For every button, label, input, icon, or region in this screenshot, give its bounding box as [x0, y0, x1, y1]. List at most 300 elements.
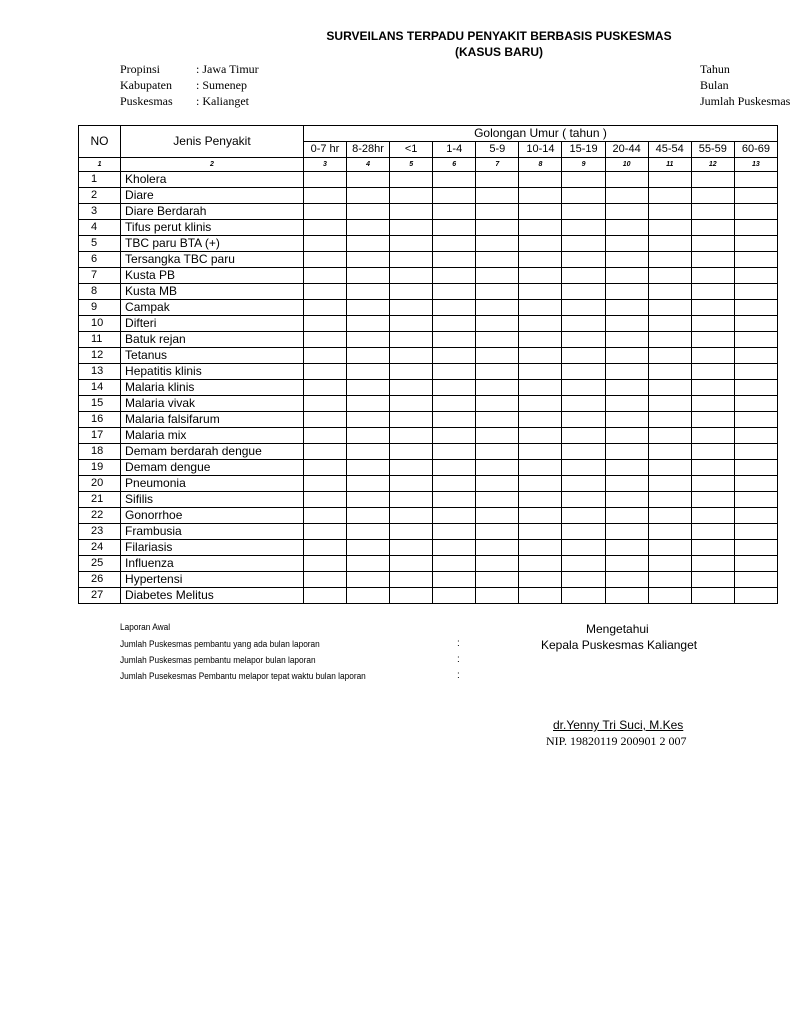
case-count-cell[interactable] — [734, 236, 777, 252]
case-count-cell[interactable] — [648, 396, 691, 412]
case-count-cell[interactable] — [476, 188, 519, 204]
case-count-cell[interactable] — [347, 540, 390, 556]
case-count-cell[interactable] — [433, 300, 476, 316]
case-count-cell[interactable] — [303, 380, 346, 396]
case-count-cell[interactable] — [519, 588, 562, 604]
case-count-cell[interactable] — [347, 508, 390, 524]
case-count-cell[interactable] — [347, 412, 390, 428]
case-count-cell[interactable] — [303, 476, 346, 492]
case-count-cell[interactable] — [433, 380, 476, 396]
case-count-cell[interactable] — [519, 316, 562, 332]
case-count-cell[interactable] — [691, 316, 734, 332]
case-count-cell[interactable] — [433, 316, 476, 332]
case-count-cell[interactable] — [691, 524, 734, 540]
case-count-cell[interactable] — [519, 524, 562, 540]
case-count-cell[interactable] — [691, 428, 734, 444]
case-count-cell[interactable] — [734, 252, 777, 268]
case-count-cell[interactable] — [734, 268, 777, 284]
case-count-cell[interactable] — [562, 348, 605, 364]
case-count-cell[interactable] — [390, 428, 433, 444]
case-count-cell[interactable] — [691, 492, 734, 508]
case-count-cell[interactable] — [519, 380, 562, 396]
case-count-cell[interactable] — [303, 236, 346, 252]
case-count-cell[interactable] — [390, 524, 433, 540]
case-count-cell[interactable] — [476, 172, 519, 188]
case-count-cell[interactable] — [648, 588, 691, 604]
case-count-cell[interactable] — [303, 364, 346, 380]
case-count-cell[interactable] — [433, 524, 476, 540]
case-count-cell[interactable] — [519, 300, 562, 316]
case-count-cell[interactable] — [476, 428, 519, 444]
case-count-cell[interactable] — [347, 428, 390, 444]
case-count-cell[interactable] — [303, 172, 346, 188]
case-count-cell[interactable] — [433, 204, 476, 220]
case-count-cell[interactable] — [476, 524, 519, 540]
case-count-cell[interactable] — [691, 380, 734, 396]
case-count-cell[interactable] — [390, 300, 433, 316]
case-count-cell[interactable] — [648, 364, 691, 380]
case-count-cell[interactable] — [562, 540, 605, 556]
case-count-cell[interactable] — [347, 220, 390, 236]
case-count-cell[interactable] — [303, 412, 346, 428]
case-count-cell[interactable] — [691, 268, 734, 284]
table-row — [79, 540, 778, 556]
case-count-cell[interactable] — [347, 348, 390, 364]
case-count-cell[interactable] — [519, 572, 562, 588]
case-count-cell[interactable] — [691, 556, 734, 572]
case-count-cell[interactable] — [303, 348, 346, 364]
case-count-cell[interactable] — [648, 204, 691, 220]
case-count-cell[interactable] — [303, 252, 346, 268]
case-count-cell[interactable] — [605, 316, 648, 332]
case-count-cell[interactable] — [347, 172, 390, 188]
case-count-cell[interactable] — [734, 492, 777, 508]
case-count-cell[interactable] — [347, 396, 390, 412]
case-count-cell[interactable] — [476, 444, 519, 460]
case-count-cell[interactable] — [390, 172, 433, 188]
case-count-cell[interactable] — [433, 556, 476, 572]
case-count-cell[interactable] — [303, 300, 346, 316]
case-count-cell[interactable] — [648, 268, 691, 284]
case-count-cell[interactable] — [605, 460, 648, 476]
case-count-cell[interactable] — [691, 284, 734, 300]
case-count-cell[interactable] — [519, 268, 562, 284]
case-count-cell[interactable] — [303, 220, 346, 236]
case-count-cell[interactable] — [347, 476, 390, 492]
case-count-cell[interactable] — [691, 236, 734, 252]
case-count-cell[interactable] — [519, 204, 562, 220]
case-count-cell[interactable] — [562, 396, 605, 412]
case-count-cell[interactable] — [605, 348, 648, 364]
case-count-cell[interactable] — [476, 252, 519, 268]
case-count-cell[interactable] — [734, 284, 777, 300]
case-count-cell[interactable] — [734, 204, 777, 220]
case-count-cell[interactable] — [347, 236, 390, 252]
case-count-cell[interactable] — [433, 412, 476, 428]
case-count-cell[interactable] — [476, 284, 519, 300]
case-count-cell[interactable] — [390, 284, 433, 300]
case-count-cell[interactable] — [433, 396, 476, 412]
case-count-cell[interactable] — [562, 204, 605, 220]
case-count-cell[interactable] — [691, 508, 734, 524]
case-count-cell[interactable] — [648, 300, 691, 316]
case-count-cell[interactable] — [562, 172, 605, 188]
case-count-cell[interactable] — [605, 252, 648, 268]
case-count-cell[interactable] — [734, 300, 777, 316]
case-count-cell[interactable] — [562, 460, 605, 476]
case-count-cell[interactable] — [347, 204, 390, 220]
case-count-cell[interactable] — [562, 364, 605, 380]
case-count-cell[interactable] — [562, 444, 605, 460]
case-count-cell[interactable] — [303, 396, 346, 412]
case-count-cell[interactable] — [519, 332, 562, 348]
case-count-cell[interactable] — [648, 332, 691, 348]
case-count-cell[interactable] — [519, 460, 562, 476]
case-count-cell[interactable] — [519, 364, 562, 380]
case-count-cell[interactable] — [303, 316, 346, 332]
case-count-cell[interactable] — [605, 572, 648, 588]
case-count-cell[interactable] — [476, 220, 519, 236]
case-count-cell[interactable] — [734, 460, 777, 476]
case-count-cell[interactable] — [605, 332, 648, 348]
case-count-cell[interactable] — [303, 188, 346, 204]
case-count-cell[interactable] — [390, 332, 433, 348]
case-count-cell[interactable] — [691, 204, 734, 220]
case-count-cell[interactable] — [605, 588, 648, 604]
case-count-cell[interactable] — [390, 396, 433, 412]
case-count-cell[interactable] — [562, 300, 605, 316]
case-count-cell[interactable] — [562, 572, 605, 588]
case-count-cell[interactable] — [691, 540, 734, 556]
case-count-cell[interactable] — [734, 412, 777, 428]
case-count-cell[interactable] — [519, 476, 562, 492]
case-count-cell[interactable] — [734, 348, 777, 364]
case-count-cell[interactable] — [605, 396, 648, 412]
case-count-cell[interactable] — [562, 332, 605, 348]
case-count-cell[interactable] — [691, 188, 734, 204]
case-count-cell[interactable] — [303, 508, 346, 524]
row-number: 19 — [79, 460, 121, 476]
case-count-cell[interactable] — [347, 572, 390, 588]
case-count-cell[interactable] — [648, 460, 691, 476]
case-count-cell[interactable] — [605, 412, 648, 428]
case-count-cell[interactable] — [347, 284, 390, 300]
case-count-cell[interactable] — [562, 188, 605, 204]
case-count-cell[interactable] — [476, 412, 519, 428]
case-count-cell[interactable] — [691, 444, 734, 460]
case-count-cell[interactable] — [734, 508, 777, 524]
case-count-cell[interactable] — [347, 268, 390, 284]
case-count-cell[interactable] — [605, 380, 648, 396]
case-count-cell[interactable] — [519, 172, 562, 188]
case-count-cell[interactable] — [303, 540, 346, 556]
case-count-cell[interactable] — [734, 220, 777, 236]
case-count-cell[interactable] — [303, 492, 346, 508]
case-count-cell[interactable] — [605, 220, 648, 236]
case-count-cell[interactable] — [476, 460, 519, 476]
case-count-cell[interactable] — [691, 476, 734, 492]
case-count-cell[interactable] — [605, 524, 648, 540]
case-count-cell[interactable] — [433, 508, 476, 524]
case-count-cell[interactable] — [390, 588, 433, 604]
case-count-cell[interactable] — [734, 332, 777, 348]
case-count-cell[interactable] — [433, 252, 476, 268]
case-count-cell[interactable] — [734, 540, 777, 556]
case-count-cell[interactable] — [347, 316, 390, 332]
case-count-cell[interactable] — [433, 572, 476, 588]
case-count-cell[interactable] — [347, 524, 390, 540]
case-count-cell[interactable] — [605, 492, 648, 508]
case-count-cell[interactable] — [303, 588, 346, 604]
case-count-cell[interactable] — [433, 268, 476, 284]
case-count-cell[interactable] — [390, 268, 433, 284]
case-count-cell[interactable] — [303, 572, 346, 588]
case-count-cell[interactable] — [519, 236, 562, 252]
case-count-cell[interactable] — [390, 188, 433, 204]
case-count-cell[interactable] — [476, 556, 519, 572]
case-count-cell[interactable] — [562, 476, 605, 492]
case-count-cell[interactable] — [433, 348, 476, 364]
case-count-cell[interactable] — [519, 412, 562, 428]
case-count-cell[interactable] — [390, 364, 433, 380]
case-count-cell[interactable] — [390, 572, 433, 588]
case-count-cell[interactable] — [605, 364, 648, 380]
case-count-cell[interactable] — [303, 428, 346, 444]
case-count-cell[interactable] — [303, 556, 346, 572]
case-count-cell[interactable] — [390, 492, 433, 508]
case-count-cell[interactable] — [691, 252, 734, 268]
case-count-cell[interactable] — [691, 332, 734, 348]
case-count-cell[interactable] — [562, 508, 605, 524]
case-count-cell[interactable] — [691, 412, 734, 428]
case-count-cell[interactable] — [648, 380, 691, 396]
case-count-cell[interactable] — [648, 284, 691, 300]
case-count-cell[interactable] — [734, 428, 777, 444]
case-count-cell[interactable] — [433, 284, 476, 300]
case-count-cell[interactable] — [390, 412, 433, 428]
case-count-cell[interactable] — [476, 540, 519, 556]
case-count-cell[interactable] — [648, 252, 691, 268]
case-count-cell[interactable] — [390, 380, 433, 396]
case-count-cell[interactable] — [734, 172, 777, 188]
case-count-cell[interactable] — [734, 588, 777, 604]
case-count-cell[interactable] — [433, 460, 476, 476]
case-count-cell[interactable] — [734, 476, 777, 492]
case-count-cell[interactable] — [433, 172, 476, 188]
case-count-cell[interactable] — [605, 236, 648, 252]
case-count-cell[interactable] — [605, 204, 648, 220]
case-count-cell[interactable] — [303, 460, 346, 476]
case-count-cell[interactable] — [519, 444, 562, 460]
case-count-cell[interactable] — [476, 316, 519, 332]
case-count-cell[interactable] — [519, 348, 562, 364]
case-count-cell[interactable] — [347, 188, 390, 204]
case-count-cell[interactable] — [303, 444, 346, 460]
case-count-cell[interactable] — [519, 188, 562, 204]
case-count-cell[interactable] — [562, 380, 605, 396]
case-count-cell[interactable] — [734, 188, 777, 204]
case-count-cell[interactable] — [734, 316, 777, 332]
case-count-cell[interactable] — [648, 540, 691, 556]
case-count-cell[interactable] — [562, 588, 605, 604]
case-count-cell[interactable] — [476, 236, 519, 252]
case-count-cell[interactable] — [433, 588, 476, 604]
case-count-cell[interactable] — [734, 524, 777, 540]
case-count-cell[interactable] — [476, 508, 519, 524]
case-count-cell[interactable] — [390, 316, 433, 332]
case-count-cell[interactable] — [691, 172, 734, 188]
case-count-cell[interactable] — [605, 540, 648, 556]
case-count-cell[interactable] — [648, 188, 691, 204]
case-count-cell[interactable] — [605, 508, 648, 524]
case-count-cell[interactable] — [519, 492, 562, 508]
case-count-cell[interactable] — [303, 284, 346, 300]
case-count-cell[interactable] — [734, 380, 777, 396]
case-count-cell[interactable] — [433, 220, 476, 236]
case-count-cell[interactable] — [347, 588, 390, 604]
case-count-cell[interactable] — [519, 508, 562, 524]
case-count-cell[interactable] — [476, 588, 519, 604]
case-count-cell[interactable] — [648, 236, 691, 252]
case-count-cell[interactable] — [734, 444, 777, 460]
case-count-cell[interactable] — [390, 460, 433, 476]
case-count-cell[interactable] — [691, 300, 734, 316]
case-count-cell[interactable] — [605, 172, 648, 188]
case-count-cell[interactable] — [648, 220, 691, 236]
case-count-cell[interactable] — [347, 460, 390, 476]
case-count-cell[interactable] — [562, 492, 605, 508]
case-count-cell[interactable] — [303, 332, 346, 348]
case-count-cell[interactable] — [605, 444, 648, 460]
case-count-cell[interactable] — [648, 492, 691, 508]
case-count-cell[interactable] — [390, 236, 433, 252]
case-count-cell[interactable] — [303, 524, 346, 540]
case-count-cell[interactable] — [648, 348, 691, 364]
case-count-cell[interactable] — [476, 332, 519, 348]
case-count-cell[interactable] — [562, 556, 605, 572]
case-count-cell[interactable] — [433, 188, 476, 204]
case-count-cell[interactable] — [605, 188, 648, 204]
case-count-cell[interactable] — [347, 556, 390, 572]
case-count-cell[interactable] — [648, 556, 691, 572]
case-count-cell[interactable] — [476, 396, 519, 412]
case-count-cell[interactable] — [605, 556, 648, 572]
case-count-cell[interactable] — [347, 364, 390, 380]
case-count-cell[interactable] — [691, 460, 734, 476]
case-count-cell[interactable] — [648, 508, 691, 524]
case-count-cell[interactable] — [433, 476, 476, 492]
case-count-cell[interactable] — [519, 540, 562, 556]
case-count-cell[interactable] — [562, 220, 605, 236]
case-count-cell[interactable] — [476, 492, 519, 508]
case-count-cell[interactable] — [691, 348, 734, 364]
case-count-cell[interactable] — [519, 428, 562, 444]
case-count-cell[interactable] — [648, 444, 691, 460]
case-count-cell[interactable] — [476, 204, 519, 220]
case-count-cell[interactable] — [390, 204, 433, 220]
case-count-cell[interactable] — [476, 572, 519, 588]
case-count-cell[interactable] — [562, 252, 605, 268]
case-count-cell[interactable] — [734, 364, 777, 380]
case-count-cell[interactable] — [347, 252, 390, 268]
case-count-cell[interactable] — [433, 236, 476, 252]
case-count-cell[interactable] — [691, 588, 734, 604]
case-count-cell[interactable] — [648, 476, 691, 492]
case-count-cell[interactable] — [691, 364, 734, 380]
case-count-cell[interactable] — [648, 428, 691, 444]
case-count-cell[interactable] — [347, 380, 390, 396]
case-count-cell[interactable] — [433, 332, 476, 348]
case-count-cell[interactable] — [734, 556, 777, 572]
case-count-cell[interactable] — [519, 284, 562, 300]
case-count-cell[interactable] — [691, 396, 734, 412]
case-count-cell[interactable] — [476, 348, 519, 364]
case-count-cell[interactable] — [734, 572, 777, 588]
case-count-cell[interactable] — [347, 444, 390, 460]
case-count-cell[interactable] — [562, 316, 605, 332]
case-count-cell[interactable] — [605, 268, 648, 284]
case-count-cell[interactable] — [303, 204, 346, 220]
case-count-cell[interactable] — [605, 476, 648, 492]
case-count-cell[interactable] — [433, 492, 476, 508]
case-count-cell[interactable] — [519, 220, 562, 236]
case-count-cell[interactable] — [476, 300, 519, 316]
case-count-cell[interactable] — [476, 364, 519, 380]
case-count-cell[interactable] — [390, 348, 433, 364]
case-count-cell[interactable] — [519, 556, 562, 572]
case-count-cell[interactable] — [390, 508, 433, 524]
case-count-cell[interactable] — [648, 316, 691, 332]
case-count-cell[interactable] — [562, 428, 605, 444]
case-count-cell[interactable] — [605, 428, 648, 444]
case-count-cell[interactable] — [648, 524, 691, 540]
case-count-cell[interactable] — [519, 396, 562, 412]
case-count-cell[interactable] — [562, 236, 605, 252]
age-group-header: 5-9 — [476, 142, 519, 158]
case-count-cell[interactable] — [390, 252, 433, 268]
case-count-cell[interactable] — [433, 428, 476, 444]
case-count-cell[interactable] — [433, 540, 476, 556]
case-count-cell[interactable] — [476, 380, 519, 396]
case-count-cell[interactable] — [347, 492, 390, 508]
case-count-cell[interactable] — [433, 444, 476, 460]
case-count-cell[interactable] — [476, 476, 519, 492]
case-count-cell[interactable] — [519, 252, 562, 268]
case-count-cell[interactable] — [390, 556, 433, 572]
case-count-cell[interactable] — [648, 172, 691, 188]
case-count-cell[interactable] — [476, 268, 519, 284]
case-count-cell[interactable] — [562, 284, 605, 300]
case-count-cell[interactable] — [648, 412, 691, 428]
case-count-cell[interactable] — [390, 540, 433, 556]
case-count-cell[interactable] — [605, 284, 648, 300]
case-count-cell[interactable] — [734, 396, 777, 412]
case-count-cell[interactable] — [562, 412, 605, 428]
case-count-cell[interactable] — [390, 220, 433, 236]
case-count-cell[interactable] — [390, 476, 433, 492]
case-count-cell[interactable] — [605, 300, 648, 316]
case-count-cell[interactable] — [347, 300, 390, 316]
case-count-cell[interactable] — [433, 364, 476, 380]
case-count-cell[interactable] — [562, 268, 605, 284]
case-count-cell[interactable] — [303, 268, 346, 284]
case-count-cell[interactable] — [562, 524, 605, 540]
case-count-cell[interactable] — [691, 220, 734, 236]
case-count-cell[interactable] — [648, 572, 691, 588]
case-count-cell[interactable] — [691, 572, 734, 588]
case-count-cell[interactable] — [390, 444, 433, 460]
case-count-cell[interactable] — [347, 332, 390, 348]
